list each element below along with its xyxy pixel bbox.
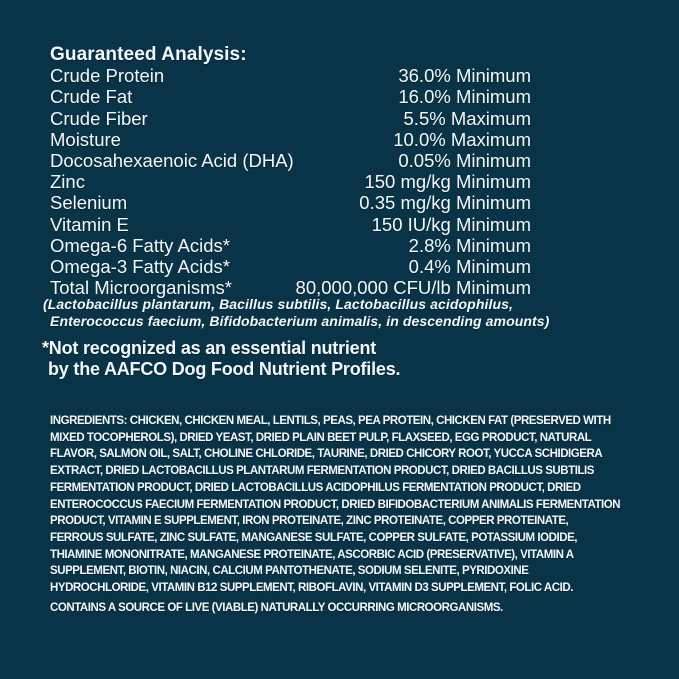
ga-row [50, 214, 531, 235]
species-note-line1: (Lactobacillus plantarum, Bacillus subtilis, Lactobacillus acidophilus, [43, 296, 513, 312]
ga-row-value: 150 mg/kg Minimum [364, 171, 531, 193]
aafco-footnote-line2: by the AAFCO Dog Food Nutrient Profiles. [48, 358, 401, 379]
ga-row-value: 0.05% Minimum [398, 150, 531, 172]
ga-row-label: Crude Fat [50, 86, 133, 108]
ingredients-label: INGREDIENTS: [50, 415, 128, 427]
ga-row [50, 192, 531, 213]
ga-row-label: Omega-6 Fatty Acids* [50, 234, 230, 256]
guaranteed-analysis-title: Guaranteed Analysis: [50, 44, 247, 65]
ga-row-label: Crude Protein [50, 65, 165, 87]
ga-row-value: 5.5% Maximum [403, 107, 531, 129]
contains-microorganisms-note: CONTAINS A SOURCE OF LIVE (VIABLE) NATURALLY OCCURRING MICROORGANISMS. [50, 602, 503, 614]
aafco-footnote [42, 338, 400, 379]
ga-row-label: Crude Fiber [50, 107, 148, 129]
ga-row [50, 150, 531, 171]
ga-row [50, 256, 531, 277]
guaranteed-analysis-rows [50, 65, 531, 298]
ga-row [50, 65, 531, 86]
ingredients-text: CHICKEN, CHICKEN MEAL, LENTILS, PEAS, PEA PROTEIN, CHICKEN FAT (PRESERVED WITH MIXED TOCOPHEROLS), DRIED YEAST, DRIED PLAIN BEET PULP, FLAXSEED, EGG PRODUCT, NATURAL FLAVOR, SALMON OIL, SALT, CHOLINE CHLORIDE, TAURINE, DRIED CHICORY ROOT, YUCCA SCHIDIGERA EXTRACT, DRIED LACTOBACILLUS PLANTARUM FERMENTATION PRODUCT, DRIED BACILLUS SUBTILIS FERMENTATION PRODUCT, DRIED LACTOBACILLUS ACIDOPHILUS FERMENTATION PRODUCT, DRIED ENTEROCOCCUS FAECIUM FERMENTATION PRODUCT, DRIED BIFIDOBACTERIUM ANIMALIS FERMENTATION PRODUCT, VITAMIN E SUPPLEMENT, IRON PROTEINATE, ZINC PROTEINATE, COPPER PROTEINATE, FERROUS SULFATE, ZINC SULFATE, MANGANESE SULFATE, COPPER SULFATE, POTASSIUM IODIDE, THIAMINE MONONITRATE, MANGANESE PROTEINATE, ASCORBIC ACID (PRESERVATIVE), VITAMIN A SUPPLEMENT, BIOTIN, NIACIN, CALCIUM PANTOTHENATE, SODIUM SELENITE, PYRIDOXINE HYDROCHLORIDE, VITAMIN B12 SUPPLEMENT, RIBOFLAVIN, VITAMIN D3 SUPPLEMENT, FOLIC ACID. [50, 415, 621, 595]
ga-row-label: Zinc [50, 171, 85, 193]
ga-row [50, 108, 531, 129]
ga-row-label: Docosahexaenoic Acid (DHA) [50, 150, 294, 172]
guaranteed-analysis-section [50, 44, 531, 298]
ga-row-value: 150 IU/kg Minimum [371, 213, 531, 235]
ga-row-label: Selenium [50, 192, 128, 214]
species-note-line2: Enterococcus faecium, Bifidobacterium animalis, in descending amounts) [50, 312, 550, 329]
ga-row-label: Total Microorganisms* [50, 277, 232, 299]
ingredients-paragraph [50, 413, 624, 597]
ga-row [50, 235, 531, 256]
ga-row [50, 171, 531, 192]
ga-row-value: 16.0% Minimum [398, 86, 531, 108]
ga-row-value: 0.4% Minimum [408, 256, 531, 278]
ga-row [50, 129, 531, 150]
ga-row-value: 0.35 mg/kg Minimum [359, 192, 531, 214]
ga-row-value: 2.8% Minimum [408, 234, 531, 256]
ga-row-label: Vitamin E [50, 213, 129, 235]
ga-row [50, 86, 531, 107]
ga-row-label: Omega-3 Fatty Acids* [50, 256, 230, 278]
aafco-footnote-line1: *Not recognized as an essential nutrient [42, 338, 377, 358]
ga-row-value: 80,000,000 CFU/lb Minimum [295, 277, 531, 299]
ga-row-value: 36.0% Minimum [398, 65, 531, 87]
microorganism-species-note [43, 296, 549, 329]
ga-row-label: Moisture [50, 128, 121, 150]
ga-row-value: 10.0% Maximum [393, 128, 531, 150]
